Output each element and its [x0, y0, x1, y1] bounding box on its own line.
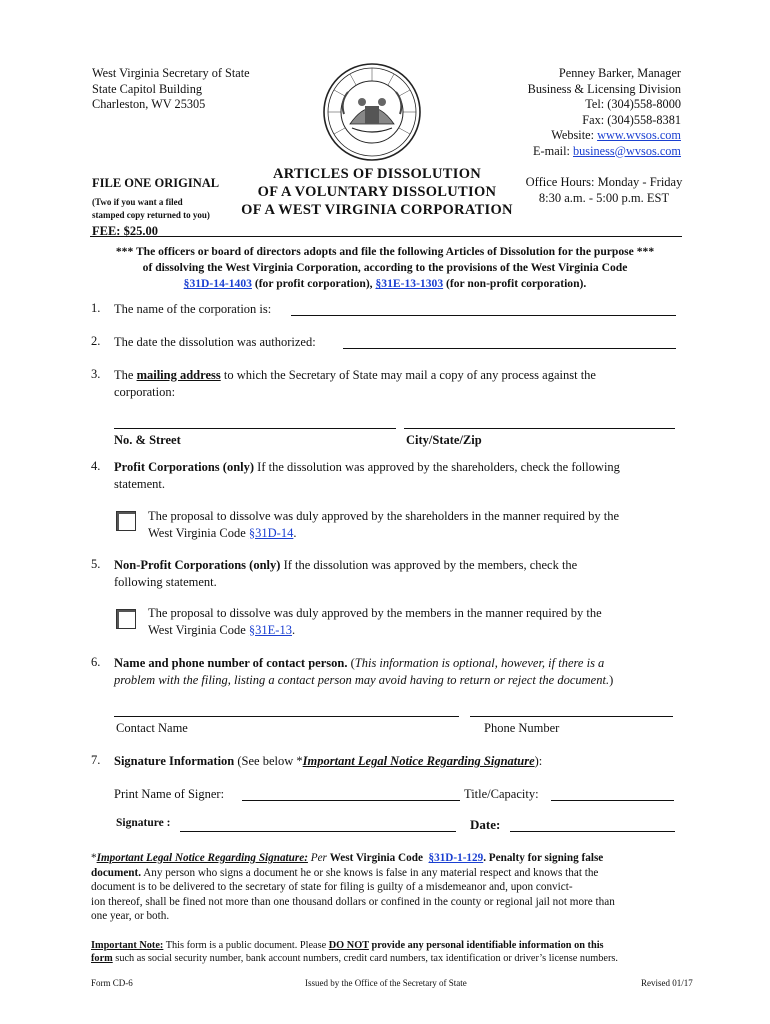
- phone-number-field[interactable]: [470, 716, 673, 717]
- notice-per: Per: [307, 852, 330, 864]
- header-divider: [90, 236, 682, 237]
- profit-text-c: statement.: [114, 476, 166, 491]
- signature-info-end: ):: [534, 754, 543, 768]
- intro-line-1: *** The officers or board of directors adopts and file the following Articles of Dissolution for the purpose ***: [115, 245, 655, 258]
- profit-approval-statement: [148, 508, 688, 541]
- nonprofit-text-c: following statement.: [114, 574, 217, 589]
- phone-number-label: Phone Number: [484, 721, 560, 735]
- important-note-line-2: [91, 952, 686, 965]
- nonprofit-statement-b: West Virginia Code: [148, 622, 249, 637]
- fax: Fax: (304)558-8381: [582, 112, 681, 127]
- profit-approval-checkbox[interactable]: [116, 511, 136, 531]
- code-link-31d-14[interactable]: §31D-14: [248, 525, 294, 540]
- telephone: Tel: (304)558-8000: [585, 97, 681, 111]
- item-number-4: 4.: [91, 459, 101, 473]
- office-hours: [518, 174, 690, 206]
- code-link-31e-13-1303[interactable]: §31E-13-1303: [375, 277, 444, 290]
- item-number-2: 2.: [91, 334, 101, 348]
- notice-heading: Important Legal Notice Regarding Signature:: [96, 852, 308, 864]
- nonprofit-approval-statement: [148, 605, 688, 638]
- signature-info-text: [114, 753, 689, 770]
- two-copies-note: (Two if you want a filed: [92, 197, 183, 207]
- website-line: [441, 128, 681, 144]
- important-note-text-3: such as social security number, bank account numbers, credit card numbers, tax identification or driver’s license numbers.: [112, 953, 618, 964]
- legal-notice-line-4: ion thereof, shall be fined not more than one thousand dollars or confined in the county or regional jail not more than: [91, 895, 615, 908]
- stamped-copy-note: stamped copy returned to you): [92, 210, 210, 220]
- city-state-zip-label: City/State/Zip: [406, 433, 482, 447]
- profit-corporations-heading: Profit Corporations (only): [114, 460, 255, 474]
- division-contact: [441, 66, 681, 159]
- signature-field[interactable]: [180, 831, 456, 832]
- do-not-emphasis: DO NOT: [328, 940, 369, 951]
- street-field[interactable]: [114, 428, 396, 429]
- date-label: Date:: [470, 817, 501, 832]
- intro-line-2: of dissolving the West Virginia Corporation, according to the provisions of the West Virginia Code: [142, 261, 628, 274]
- title-line-1: ARTICLES OF DISSOLUTION: [272, 166, 482, 182]
- form-title: [232, 165, 522, 219]
- mailing-address-label: [114, 367, 684, 400]
- office-hours-days: Office Hours: Monday - Friday: [525, 175, 683, 189]
- profit-statement-end: .: [293, 525, 297, 540]
- legal-notice-line-3: document is to be delivered to the secretary of state for filing is guilty of a misdemeanor and, upon convict-: [91, 881, 573, 893]
- important-note-text-2: provide any personal identifiable information on this: [368, 940, 604, 951]
- contact-person-heading: Name and phone number of contact person.: [114, 656, 348, 670]
- state-seal: [322, 62, 422, 162]
- filing-instructions: [92, 175, 219, 239]
- office-address: [92, 66, 250, 113]
- important-note-label: Important Note:: [91, 940, 164, 951]
- email-label: E-mail:: [533, 143, 573, 158]
- mailing-address-emphasis: mailing address: [136, 368, 221, 382]
- code-link-31d-14-1403[interactable]: §31D-14-1403: [183, 277, 252, 290]
- notice-text-1: Any person who signs a document he or she knows is false in any material respect and knows that the: [141, 866, 599, 879]
- code-link-31d-1-129[interactable]: §31D-1-129: [428, 852, 484, 864]
- mailing-text-d: corporation:: [114, 384, 176, 399]
- mailing-text-c: to which the Secretary of State may mail a copy of any process against the: [220, 368, 596, 382]
- notice-star: *: [91, 852, 97, 864]
- address-line-2: State Capitol Building: [92, 81, 202, 96]
- nonprofit-text-b: If the dissolution was approved by the members, check the: [280, 558, 578, 572]
- legal-notice-line-2: [91, 866, 684, 881]
- important-note: [91, 939, 686, 965]
- corporation-name-label: The name of the corporation is:: [114, 302, 272, 316]
- profit-corporations-text: [114, 459, 684, 492]
- street-label: No. & Street: [114, 433, 181, 447]
- corporation-name-field[interactable]: [291, 315, 676, 316]
- email-line: [441, 144, 681, 160]
- nonprofit-corporations-text: [114, 557, 684, 590]
- item-number-7: 7.: [91, 753, 101, 767]
- mailing-text-a: The: [114, 368, 137, 382]
- signature-info-see: (See below *: [234, 754, 303, 768]
- nonprofit-statement-end: .: [291, 622, 296, 637]
- intro-mid: (for profit corporation),: [251, 277, 376, 290]
- city-state-zip-field[interactable]: [404, 428, 675, 429]
- item-number-1: 1.: [91, 301, 101, 315]
- title-line-2: OF A VOLUNTARY DISSOLUTION: [257, 184, 497, 200]
- notice-document: document.: [91, 866, 142, 879]
- item-number-5: 5.: [91, 557, 101, 571]
- dissolution-date-field[interactable]: [343, 348, 676, 349]
- form-number: Form CD-6: [91, 978, 133, 988]
- email-link[interactable]: business@wvsos.com: [573, 143, 681, 158]
- office-hours-time: 8:30 a.m. - 5:00 p.m. EST: [538, 191, 670, 205]
- legal-notice: [91, 851, 684, 924]
- dissolution-date-label: The date the dissolution was authorized:: [114, 335, 316, 349]
- contact-optional-note-2: problem with the filing, listing a contact person may avoid having to return or reject the document.: [114, 672, 610, 687]
- notice-code: West Virginia Code: [329, 852, 423, 864]
- notice-penalty: . Penalty for signing false: [483, 852, 604, 864]
- contact-optional-note: This information is optional, however, if there is a: [354, 656, 605, 670]
- important-note-text-1: This form is a public document. Please: [163, 940, 329, 951]
- manager-name: Penney Barker, Manager: [558, 66, 681, 80]
- print-name-field[interactable]: [242, 800, 460, 801]
- intro-end: (for non-profit corporation).: [443, 277, 587, 290]
- address-line-3: Charleston, WV 25305: [92, 97, 206, 111]
- legal-notice-line-1: [91, 851, 684, 866]
- nonprofit-approval-checkbox[interactable]: [116, 609, 136, 629]
- signature-info-heading: Signature Information: [114, 754, 235, 768]
- legal-notice-line-5: one year, or both.: [91, 910, 170, 922]
- website-label: Website:: [551, 128, 598, 142]
- signature-label: Signature :: [116, 817, 171, 829]
- code-link-31e-13[interactable]: §31E-13: [248, 622, 292, 637]
- profit-text-b: If the dissolution was approved by the shareholders, check the following: [254, 460, 620, 474]
- issued-by: Issued by the Office of the Secretary of State: [305, 978, 467, 988]
- revision-date: Revised 01/17: [641, 978, 693, 988]
- important-note-form: form: [91, 953, 113, 964]
- filing-fee: FEE: $25.00: [92, 224, 158, 238]
- contact-person-text: [114, 655, 689, 688]
- intro-statement: [85, 244, 685, 292]
- important-note-line-1: [91, 939, 686, 952]
- profit-statement-b: West Virginia Code: [148, 525, 249, 540]
- item-number-3: 3.: [91, 367, 101, 381]
- website-link[interactable]: www.wvsos.com: [597, 128, 681, 142]
- state-seal-icon: [322, 62, 422, 162]
- contact-paren-close: ): [609, 672, 614, 687]
- title-capacity-label: Title/Capacity:: [464, 787, 539, 801]
- nonprofit-corporations-heading: Non-Profit Corporations (only): [114, 558, 281, 572]
- nonprofit-statement-a: The proposal to dissolve was duly approved by the members in the manner required by the: [148, 606, 602, 620]
- division-name: Business & Licensing Division: [527, 81, 681, 96]
- contact-name-label: Contact Name: [116, 721, 188, 735]
- intro-line-3: [85, 276, 685, 292]
- date-field[interactable]: [510, 831, 675, 832]
- profit-statement-a: The proposal to dissolve was duly approved by the shareholders in the manner required by the: [148, 509, 620, 523]
- file-one-original: FILE ONE ORIGINAL: [92, 176, 220, 190]
- contact-paren-open: (: [347, 656, 355, 670]
- title-line-3: OF A WEST VIRGINIA CORPORATION: [241, 202, 513, 218]
- title-capacity-field[interactable]: [551, 800, 674, 801]
- address-line-1: West Virginia Secretary of State: [92, 66, 250, 80]
- contact-name-field[interactable]: [114, 716, 459, 717]
- print-name-label: Print Name of Signer:: [114, 787, 225, 801]
- item-number-6: 6.: [91, 655, 101, 669]
- signature-notice-reference: Important Legal Notice Regarding Signature: [302, 754, 535, 768]
